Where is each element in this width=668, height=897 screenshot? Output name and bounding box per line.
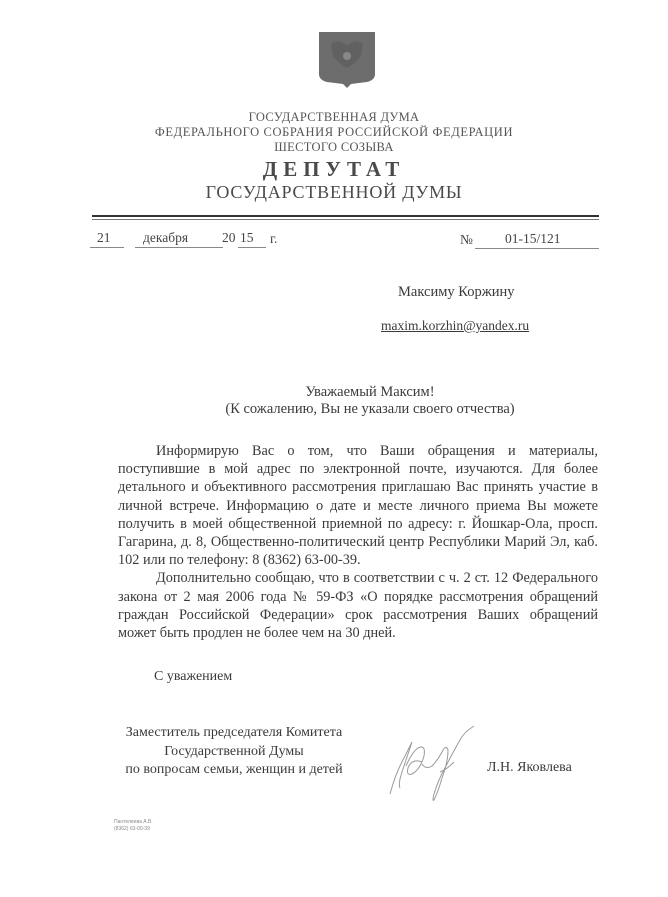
date-year-underline — [238, 247, 266, 248]
date-year-unit: г. — [270, 231, 278, 246]
body-paragraph: Информирую Вас о том, что Ваши обращения и материалы, поступившие в мой адрес по электронной почте, изучаются. Для более детального и объективного рассмотрения приглашаю Вас принять участие в личной встрече. Информацию о дате и месте личного приема Вы можете получить в моей общественной приемной по адресу: г. Йошкар-Ола, просп. Гагарина, д. 8, Общественно-политический центр Республики Марий Эл, каб. 102 или по телефону: 8 (8362) 63-00-39. — [118, 443, 598, 569]
letter-body — [118, 442, 598, 642]
header-divider-thin — [92, 219, 599, 220]
date-year-suffix: 15 — [240, 230, 254, 245]
letterhead-line-1: ГОСУДАРСТВЕННАЯ ДУМА — [248, 110, 420, 124]
signatory-position-line-2: Государственной Думы — [164, 743, 304, 759]
signatory-position-line-3: по вопросам семьи, женщин и детей — [125, 762, 343, 777]
patronymic-note: (К сожалению, Вы не указали своего отчества) — [225, 401, 515, 417]
recipient-name: Максиму Коржину — [398, 284, 515, 300]
signatory-position — [114, 724, 354, 780]
executor-phone: (8362) 63-00-39 — [114, 826, 150, 832]
date-month-underline — [135, 247, 223, 248]
date-day-underline — [90, 247, 124, 248]
signatory-position-line-1: Заместитель председателя Комитета — [125, 725, 343, 740]
recipient-email[interactable]: maxim.korzhin@yandex.ru — [381, 318, 530, 333]
date-year-prefix: 20 — [222, 230, 236, 245]
executor-name: Пантелеева А.В. — [114, 819, 153, 825]
letterhead-subtitle: ГОСУДАРСТВЕННОЙ ДУМЫ — [205, 182, 463, 202]
letterhead-line-3: ШЕСТОГО СОЗЫВА — [274, 140, 394, 154]
date-month: декабря — [143, 230, 189, 245]
reference-number: 01-15/121 — [505, 231, 561, 246]
signatory-name: Л.Н. Яковлева — [487, 760, 572, 775]
letterhead-line-2: ФЕДЕРАЛЬНОГО СОБРАНИЯ РОССИЙСКОЙ ФЕДЕРАЦИИ — [154, 125, 514, 139]
header-divider-thick — [92, 215, 599, 217]
date-day: 21 — [97, 230, 111, 245]
body-paragraph: Дополнительно сообщаю, что в соответствии с ч. 2 ст. 12 Федерального закона от 2 мая 2006 года № 59-ФЗ «О порядке рассмотрения обращений граждан Российской Федерации» срок рассмотрения Ваших обращений может быть продлен не более чем на 30 дней. — [118, 570, 598, 642]
closing: С уважением — [154, 669, 233, 684]
letterhead-title: ДЕПУТАТ — [262, 157, 406, 181]
coat-of-arms-icon — [317, 30, 377, 88]
reference-number-sign: № — [460, 232, 473, 247]
executor-info — [114, 819, 153, 833]
salutation: Уважаемый Максим! — [305, 384, 435, 400]
signature-icon — [382, 722, 492, 806]
reference-underline — [475, 248, 599, 249]
